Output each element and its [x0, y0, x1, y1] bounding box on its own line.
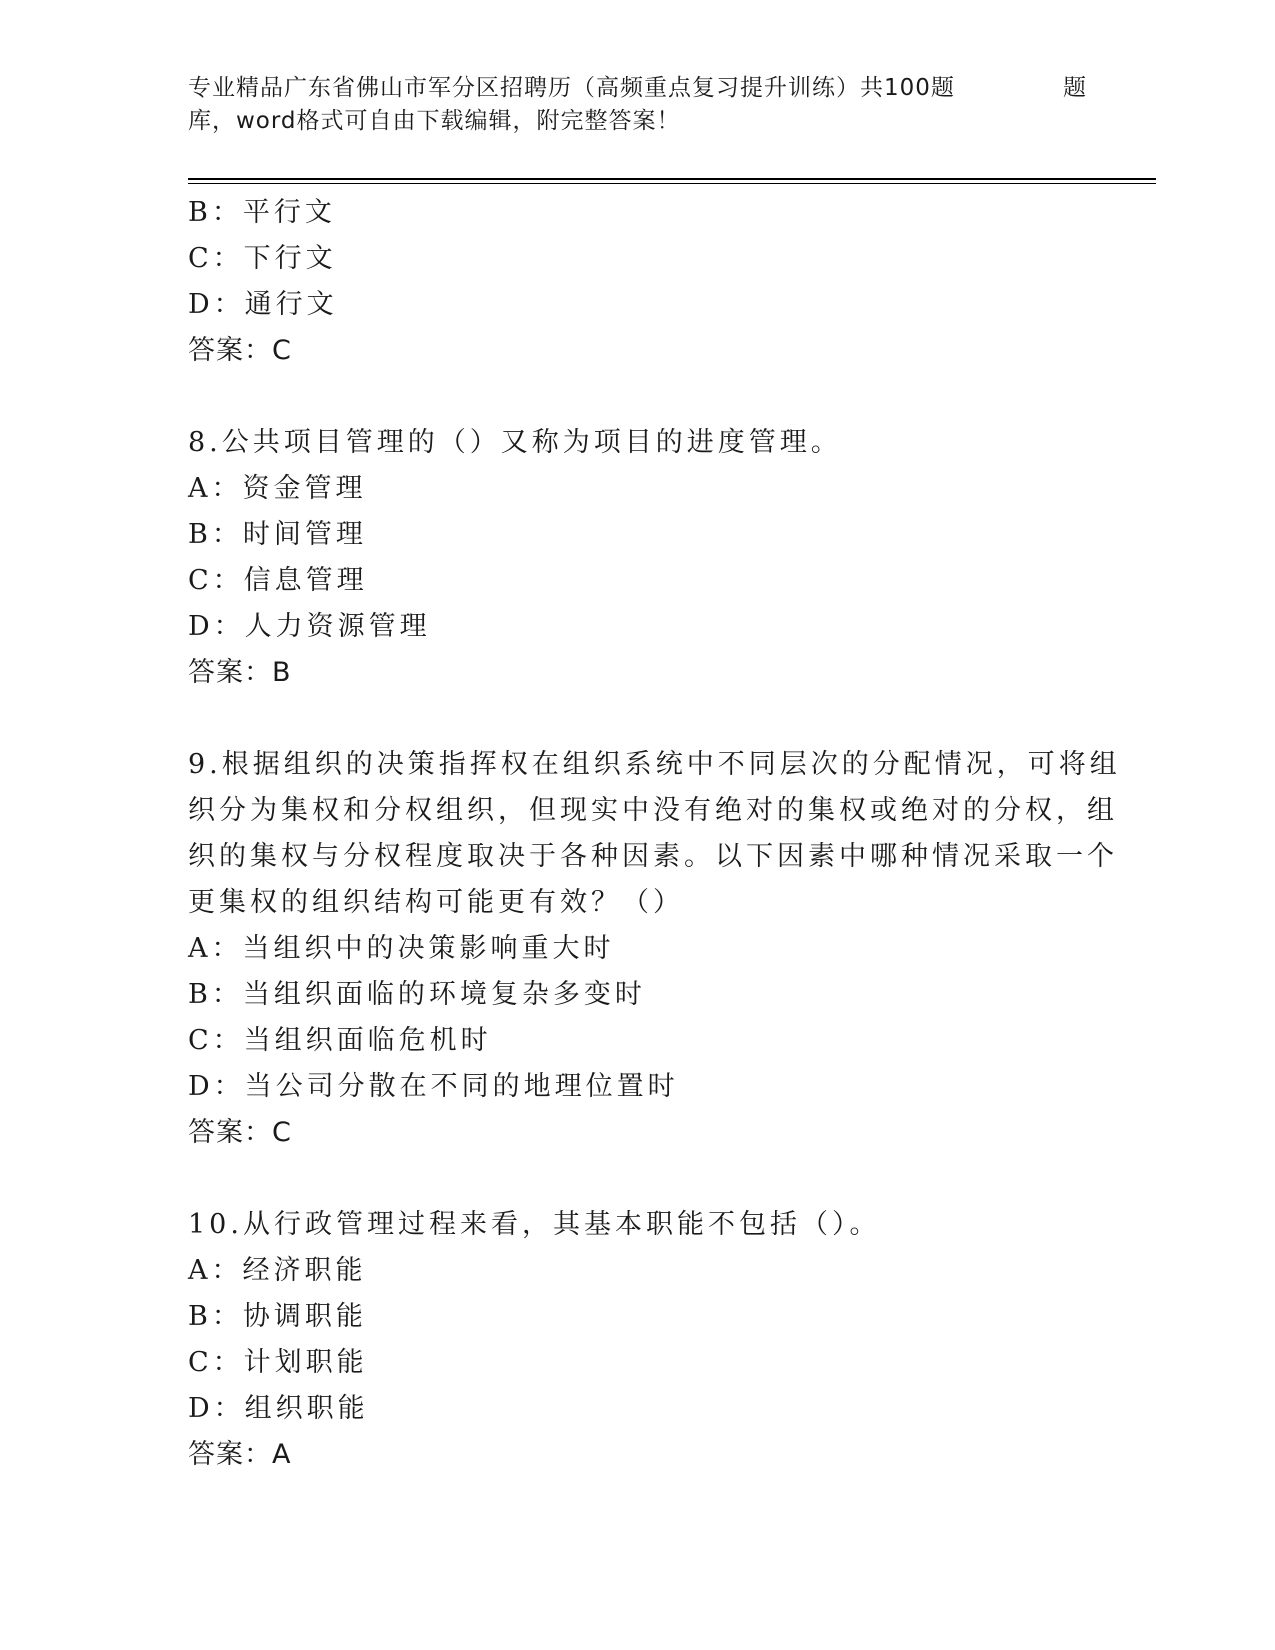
option-a: A：当组织中的决策影响重大时 — [188, 933, 615, 964]
question-stem-line: 9.根据组织的决策指挥权在组织系统中不同层次的分配情况，可将组 — [188, 749, 1121, 780]
question-stem-line: 织的集权与分权程度取决于各种因素。以下因素中哪种情况采取一个 — [188, 841, 1118, 872]
question-block-8 — [188, 420, 1068, 696]
header-title-text: 专业精品广东省佛山市军分区招聘历（高频重点复习提升训练）共100题 — [188, 75, 955, 101]
question-content — [188, 190, 1121, 1478]
option-b: B：平行文 — [188, 197, 336, 228]
header-line-2: 库，word格式可自由下载编辑，附完整答案！ — [188, 108, 681, 134]
question-block-9 — [188, 742, 1121, 1156]
question-stem-line: 更集权的组织结构可能更有效？（） — [188, 887, 684, 918]
option-c: C：下行文 — [188, 243, 337, 274]
option-d: D：当公司分散在不同的地理位置时 — [188, 1071, 679, 1102]
option-c: C：当组织面临危机时 — [188, 1025, 492, 1056]
answer-line: 答案：B — [188, 657, 292, 688]
question-block-prev — [188, 190, 1068, 374]
option-d: D：组织职能 — [188, 1393, 369, 1424]
spacer — [188, 374, 1068, 420]
answer-line: 答案：C — [188, 1117, 292, 1148]
option-b: B：协调职能 — [188, 1301, 367, 1332]
question-block-10 — [188, 1202, 1068, 1478]
answer-line: 答案：A — [188, 1439, 292, 1470]
header-divider-thin — [188, 183, 1156, 184]
spacer — [188, 1156, 1068, 1202]
header-divider-thick — [188, 178, 1156, 180]
question-stem: 8.公共项目管理的（）又称为项目的进度管理。 — [188, 427, 842, 458]
option-b: B：时间管理 — [188, 519, 367, 550]
option-c: C：信息管理 — [188, 565, 368, 596]
question-stem: 10.从行政管理过程来看，其基本职能不包括（）。 — [188, 1209, 881, 1240]
question-stem-line: 织分为集权和分权组织，但现实中没有绝对的集权或绝对的分权，组 — [188, 795, 1118, 826]
header-line-1 — [188, 72, 1088, 105]
option-c: C：计划职能 — [188, 1347, 368, 1378]
answer-line: 答案：C — [188, 335, 292, 366]
option-d: D：人力资源管理 — [188, 611, 431, 642]
option-b: B：当组织面临的环境复杂多变时 — [188, 979, 646, 1010]
option-d: D：通行文 — [188, 289, 338, 320]
option-a: A：资金管理 — [188, 473, 367, 504]
document-header — [188, 72, 1088, 138]
spacer — [188, 696, 1068, 742]
header-title-tail: 题 — [1063, 75, 1087, 101]
option-a: A：经济职能 — [188, 1255, 367, 1286]
